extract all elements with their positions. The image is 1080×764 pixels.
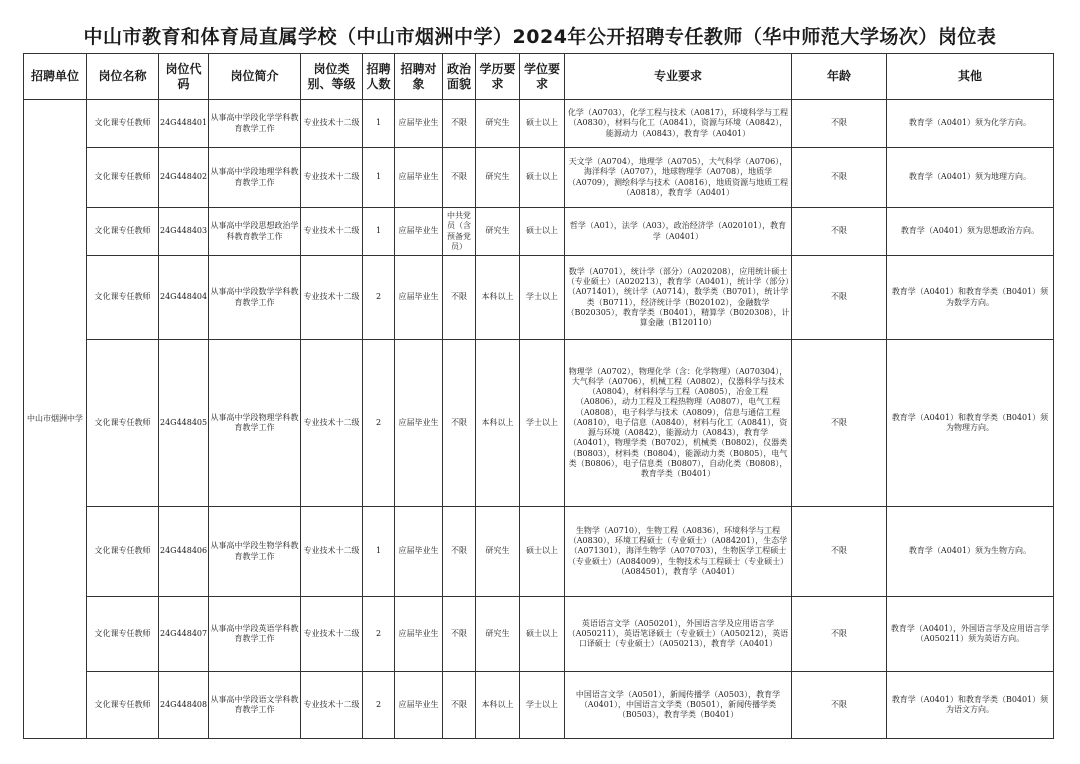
political-cell: 不限 — [443, 100, 476, 148]
political-cell: 不限 — [443, 597, 476, 672]
position-code-cell: 24G448405 — [159, 340, 209, 507]
other-cell: 教育学（A0401）须为地理方向。 — [887, 148, 1054, 208]
header-target: 招聘对象 — [395, 54, 443, 100]
other-cell: 教育学（A0401）和教育学类（B0401）须为物理方向。 — [887, 340, 1054, 507]
political-cell: 中共党员（含预备党员） — [443, 208, 476, 256]
position-intro-cell: 从事高中学段地理学科教育教学工作 — [209, 148, 301, 208]
position-name-cell: 文化课专任教师 — [87, 340, 159, 507]
education-cell: 本科以上 — [476, 672, 520, 739]
education-cell: 研究生 — [476, 100, 520, 148]
recruit-count-cell: 1 — [363, 507, 395, 597]
age-cell: 不限 — [792, 256, 887, 340]
other-cell: 教育学（A0401）和教育学类（B0401）须为数学方向。 — [887, 256, 1054, 340]
age-cell: 不限 — [792, 507, 887, 597]
education-cell: 本科以上 — [476, 256, 520, 340]
major-cell: 哲学（A01），法学（A03），政治经济学（A020101），教育学（A0401） — [565, 208, 792, 256]
header-age: 年龄 — [792, 54, 887, 100]
major-cell: 中国语言文学（A0501），新闻传播学（A0503），教育学（A0401），中国语言文学类（B0501），新闻传播学类（B0503），教育学类（B0401） — [565, 672, 792, 739]
position-category-cell: 专业技术十二级 — [301, 100, 363, 148]
position-category-cell: 专业技术十二级 — [301, 507, 363, 597]
major-cell: 化学（A0703），化学工程与技术（A0817），环境科学与工程（A0830），材料与化工（A0841），资源与环境（A0842），能源动力（A0843），教育学（A0401） — [565, 100, 792, 148]
education-cell: 研究生 — [476, 597, 520, 672]
position-code-cell: 24G448403 — [159, 208, 209, 256]
position-intro-cell: 从事高中学段生物学科教育教学工作 — [209, 507, 301, 597]
position-name-cell: 文化课专任教师 — [87, 597, 159, 672]
degree-cell: 学士以上 — [520, 340, 565, 507]
degree-cell: 硕士以上 — [520, 507, 565, 597]
other-cell: 教育学（A0401）须为化学方向。 — [887, 100, 1054, 148]
other-cell: 教育学（A0401）须为思想政治方向。 — [887, 208, 1054, 256]
position-code-cell: 24G448401 — [159, 100, 209, 148]
header-code: 岗位代码 — [159, 54, 209, 100]
position-name-cell: 文化课专任教师 — [87, 208, 159, 256]
political-cell: 不限 — [443, 507, 476, 597]
position-intro-cell: 从事高中学段英语学科教育教学工作 — [209, 597, 301, 672]
age-cell: 不限 — [792, 340, 887, 507]
target-cell: 应届毕业生 — [395, 208, 443, 256]
position-code-cell: 24G448408 — [159, 672, 209, 739]
table-row — [24, 208, 1054, 256]
degree-cell: 硕士以上 — [520, 208, 565, 256]
recruit-count-cell: 1 — [363, 100, 395, 148]
header-other: 其他 — [887, 54, 1054, 100]
position-name-cell: 文化课专任教师 — [87, 148, 159, 208]
major-cell: 生物学（A0710），生物工程（A0836），环境科学与工程（A0830），环境工程硕士（专业硕士）（A084201），生态学（A071301），海洋生物学（A070703），生物医学工程硕士（专业硕士）（A084009），生物技术与工程硕士（专业硕士）（A084501），教育学（A0401） — [565, 507, 792, 597]
education-cell: 本科以上 — [476, 340, 520, 507]
recruit-count-cell: 1 — [363, 208, 395, 256]
position-category-cell: 专业技术十二级 — [301, 148, 363, 208]
recruit-count-cell: 2 — [363, 672, 395, 739]
position-code-cell: 24G448407 — [159, 597, 209, 672]
degree-cell: 硕士以上 — [520, 148, 565, 208]
target-cell: 应届毕业生 — [395, 256, 443, 340]
other-cell: 教育学（A0401）须为生物方向。 — [887, 507, 1054, 597]
target-cell: 应届毕业生 — [395, 340, 443, 507]
education-cell: 研究生 — [476, 148, 520, 208]
major-cell: 天文学（A0704），地理学（A0705），大气科学（A0706），海洋科学（A0707），地球物理学（A0708），地质学（A0709），测绘科学与技术（A0816），地质资源与地质工程（A0818），教育学（A0401） — [565, 148, 792, 208]
table-row — [24, 256, 1054, 340]
position-table — [23, 53, 1054, 739]
table-header-row — [24, 54, 1054, 100]
header-degree: 学位要求 — [520, 54, 565, 100]
other-cell: 教育学（A0401），外国语言学及应用语言学（A050211）须为英语方向。 — [887, 597, 1054, 672]
recruit-count-cell: 1 — [363, 148, 395, 208]
position-category-cell: 专业技术十二级 — [301, 672, 363, 739]
header-political: 政治面貌 — [443, 54, 476, 100]
age-cell: 不限 — [792, 208, 887, 256]
age-cell: 不限 — [792, 672, 887, 739]
education-cell: 研究生 — [476, 507, 520, 597]
position-name-cell: 文化课专任教师 — [87, 672, 159, 739]
political-cell: 不限 — [443, 672, 476, 739]
table-row — [24, 340, 1054, 507]
header-count: 招聘人数 — [363, 54, 395, 100]
position-intro-cell: 从事高中学段数学学科教育教学工作 — [209, 256, 301, 340]
target-cell: 应届毕业生 — [395, 672, 443, 739]
position-intro-cell: 从事高中学段语文学科教育教学工作 — [209, 672, 301, 739]
position-intro-cell: 从事高中学段物理学科教育教学工作 — [209, 340, 301, 507]
position-code-cell: 24G448404 — [159, 256, 209, 340]
unit-cell: 中山市烟洲中学 — [24, 100, 87, 739]
education-cell: 研究生 — [476, 208, 520, 256]
position-intro-cell: 从事高中学段思想政治学科教育教学工作 — [209, 208, 301, 256]
age-cell: 不限 — [792, 597, 887, 672]
position-code-cell: 24G448406 — [159, 507, 209, 597]
position-name-cell: 文化课专任教师 — [87, 256, 159, 340]
position-code-cell: 24G448402 — [159, 148, 209, 208]
age-cell: 不限 — [792, 100, 887, 148]
table-row — [24, 148, 1054, 208]
political-cell: 不限 — [443, 256, 476, 340]
table-row — [24, 100, 1054, 148]
page-title: 中山市教育和体育局直属学校（中山市烟洲中学）2024年公开招聘专任教师（华中师范大学场次）岗位表 — [83, 26, 997, 48]
target-cell: 应届毕业生 — [395, 507, 443, 597]
position-category-cell: 专业技术十二级 — [301, 597, 363, 672]
table-row — [24, 507, 1054, 597]
recruit-count-cell: 2 — [363, 340, 395, 507]
major-cell: 英语语言文学（A050201），外国语言学及应用语言学（A050211），英语笔译硕士（专业硕士）（A050212），英语口译硕士（专业硕士）（A050213），教育学（A0401） — [565, 597, 792, 672]
position-intro-cell: 从事高中学段化学学科教育教学工作 — [209, 100, 301, 148]
header-unit: 招聘单位 — [24, 54, 87, 100]
table-row — [24, 597, 1054, 672]
target-cell: 应届毕业生 — [395, 597, 443, 672]
major-cell: 物理学（A0702），物理化学（含：化学物理）（A070304），大气科学（A0706），机械工程（A0802），仪器科学与技术（A0804），材料科学与工程（A0805），冶金工程（A0806），动力工程及工程热物理（A0807），电气工程（A0808），电子科学与技术（A0809），信息与通信工程（A0810），电子信息（A0840），材料与化工（A0841），资源与环境（A0842），能源动力（A0843），教育学（A0401），物理学类（B0702），机械类（B0802），仪器类（B0803），材料类（B0804），能源动力类（B0805），电气类（B0806），电子信息类（B0807），自动化类（B0808），教育学类（B0401） — [565, 340, 792, 507]
age-cell: 不限 — [792, 148, 887, 208]
header-category: 岗位类别、等级 — [301, 54, 363, 100]
other-cell: 教育学（A0401）和教育学类（B0401）须为语文方向。 — [887, 672, 1054, 739]
political-cell: 不限 — [443, 148, 476, 208]
target-cell: 应届毕业生 — [395, 100, 443, 148]
position-name-cell: 文化课专任教师 — [87, 507, 159, 597]
recruit-count-cell: 2 — [363, 597, 395, 672]
major-cell: 数学（A0701），统计学（部分）（A020208），应用统计硕士（专业硕士）（A020213），教育学（A0401），统计学（部分）（A071401），统计学（A0714），数学类（B0701），统计学类（B0711），经济统计学（B020102），金融数学（B020305），教育学类（B0401），精算学（B020308），计算金融（B120110） — [565, 256, 792, 340]
table-row — [24, 672, 1054, 739]
header-intro: 岗位简介 — [209, 54, 301, 100]
degree-cell: 硕士以上 — [520, 597, 565, 672]
target-cell: 应届毕业生 — [395, 148, 443, 208]
recruit-count-cell: 2 — [363, 256, 395, 340]
political-cell: 不限 — [443, 340, 476, 507]
position-name-cell: 文化课专任教师 — [87, 100, 159, 148]
position-category-cell: 专业技术十二级 — [301, 256, 363, 340]
position-category-cell: 专业技术十二级 — [301, 208, 363, 256]
header-education: 学历要求 — [476, 54, 520, 100]
header-name: 岗位名称 — [87, 54, 159, 100]
position-category-cell: 专业技术十二级 — [301, 340, 363, 507]
degree-cell: 硕士以上 — [520, 100, 565, 148]
header-major: 专业要求 — [565, 54, 792, 100]
degree-cell: 学士以上 — [520, 256, 565, 340]
degree-cell: 学士以上 — [520, 672, 565, 739]
